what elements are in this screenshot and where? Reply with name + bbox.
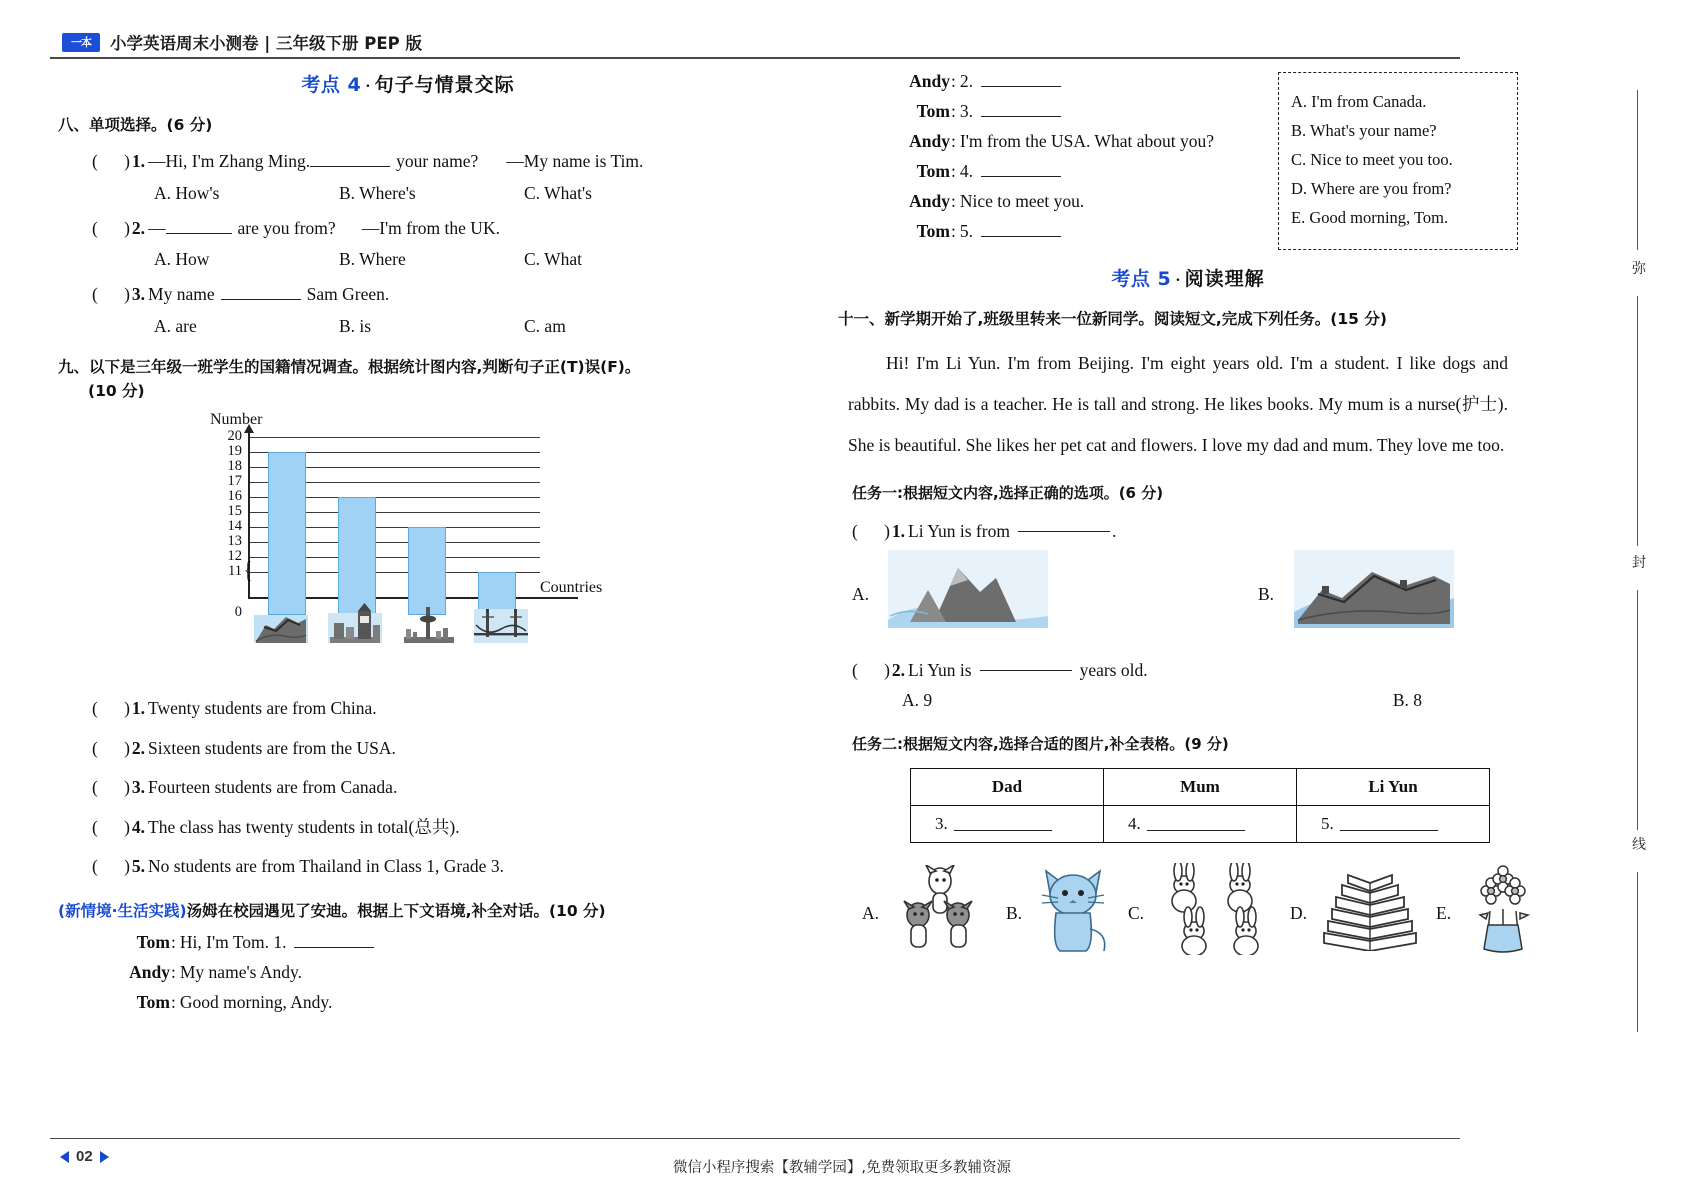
statement-number: 1. bbox=[131, 697, 146, 718]
answer-bracket[interactable]: ( ) bbox=[92, 151, 130, 172]
chart-bar bbox=[268, 452, 306, 615]
question-number: 2. bbox=[891, 660, 906, 681]
section9-prompt-line2: (10 分) bbox=[88, 381, 145, 400]
dialogue-choice-box bbox=[1278, 72, 1518, 250]
pic-option-c-label[interactable]: C. bbox=[1128, 903, 1145, 924]
dialogue-line bbox=[116, 992, 758, 1013]
kp4-dot: · bbox=[365, 78, 371, 95]
page-number: 02 bbox=[76, 1148, 93, 1165]
great-wall-icon bbox=[254, 603, 308, 645]
pic-option-b-label[interactable]: B. bbox=[1006, 903, 1023, 924]
answer-bracket[interactable]: ( ) bbox=[92, 816, 130, 837]
choice-option-a[interactable]: A. I'm from Canada. bbox=[1291, 92, 1427, 111]
header-divider bbox=[50, 57, 1460, 59]
dialogue-text: My name's Andy. bbox=[179, 962, 302, 983]
cat-icon[interactable] bbox=[1034, 867, 1112, 953]
big-ben-icon bbox=[328, 603, 382, 645]
answer-blank[interactable] bbox=[981, 86, 1061, 87]
kp4-name: 句子与情景交际 bbox=[374, 74, 515, 96]
choice-option-d[interactable]: D. Where are you from? bbox=[1291, 179, 1452, 198]
question-text-pre: — bbox=[148, 217, 166, 238]
seal-char-3: 线 bbox=[1632, 837, 1646, 853]
chart-y-tick-zero: 0 bbox=[234, 603, 242, 620]
answer-bracket[interactable]: ( ) bbox=[852, 660, 890, 681]
dialogue-speaker: Tom bbox=[916, 161, 950, 181]
nationality-bar-chart bbox=[208, 411, 608, 641]
answer-bracket[interactable]: ( ) bbox=[852, 521, 890, 542]
question-number: 1. bbox=[891, 521, 906, 542]
answer-blank[interactable] bbox=[981, 116, 1061, 117]
pic-option-a-label[interactable]: A. bbox=[862, 903, 880, 924]
option-a[interactable]: A. How's bbox=[154, 182, 220, 203]
pic-option-d-label[interactable]: D. bbox=[1290, 903, 1308, 924]
table-cell-dad[interactable] bbox=[911, 806, 1104, 843]
statement-text: The class has twenty students in total(总共). bbox=[148, 816, 460, 837]
chart-y-tick: 20 bbox=[227, 427, 242, 444]
option-b[interactable]: B. Where bbox=[339, 249, 406, 270]
chart-gridline bbox=[250, 437, 540, 438]
dialogue-colon: : bbox=[951, 221, 956, 241]
statement-text: Fourteen students are from Canada. bbox=[148, 777, 398, 798]
task1-q2-options bbox=[902, 690, 1422, 711]
answer-bracket[interactable]: ( ) bbox=[92, 856, 130, 877]
statement-number: 3. bbox=[131, 777, 146, 798]
section8-prompt: 八、单项选择。(6 分) bbox=[58, 116, 213, 134]
dialogue-colon: : bbox=[951, 161, 956, 181]
cell-number: 3. bbox=[935, 814, 948, 834]
chart-y-tick: 11 bbox=[228, 562, 242, 579]
seal-char-2: 封 bbox=[1632, 555, 1646, 571]
dialogue-text: 4. bbox=[959, 161, 973, 181]
question-number: 1. bbox=[131, 151, 146, 172]
publisher-logo: 一本 bbox=[62, 33, 100, 52]
left-column bbox=[58, 70, 758, 1013]
pic-option-e-label[interactable]: E. bbox=[1436, 903, 1452, 924]
answer-bracket[interactable]: ( ) bbox=[92, 777, 130, 798]
task1-question-1 bbox=[852, 521, 1538, 542]
option-c[interactable]: C. What bbox=[524, 249, 583, 270]
chart-y-tick: 14 bbox=[227, 517, 242, 534]
true-false-row bbox=[92, 737, 758, 761]
chart-y-tick: 13 bbox=[227, 532, 242, 549]
task2-heading: 任务二:根据短文内容,选择合适的图片,补全表格。(9 分) bbox=[852, 735, 1229, 754]
statement-text: Sixteen students are from the USA. bbox=[148, 737, 396, 758]
dialogue-colon: : bbox=[171, 962, 176, 983]
dialogue-colon: : bbox=[951, 131, 956, 151]
chart-y-tick: 19 bbox=[227, 442, 242, 459]
dialogue-speaker: Tom bbox=[136, 992, 170, 1013]
question-text-post: Sam Green. bbox=[306, 284, 390, 305]
great-wall-picture-icon[interactable] bbox=[1294, 550, 1454, 628]
question-answer-hint: —I'm from the UK. bbox=[361, 217, 500, 238]
flowers-icon[interactable] bbox=[1462, 865, 1544, 953]
table-header-liyun: Li Yun bbox=[1297, 769, 1490, 806]
mountain-picture-icon[interactable] bbox=[888, 550, 1048, 628]
dialogue-speaker: Andy bbox=[909, 131, 950, 151]
question-text-post: years old. bbox=[1079, 660, 1148, 681]
question-period: . bbox=[1111, 521, 1117, 542]
seal-rule-bottom bbox=[1637, 872, 1638, 1032]
golden-gate-bridge-icon bbox=[474, 603, 528, 645]
true-false-row bbox=[92, 776, 758, 800]
option-row bbox=[154, 316, 714, 337]
cell-number: 4. bbox=[1128, 814, 1141, 834]
dialogue-text: 2. bbox=[959, 71, 973, 91]
section9-prompt bbox=[58, 355, 758, 403]
dialogue-text: Nice to meet you. bbox=[959, 191, 1085, 211]
kp4-number: 考点 4 bbox=[301, 74, 362, 96]
table-header-mum: Mum bbox=[1104, 769, 1297, 806]
question-text-post: your name? bbox=[396, 151, 479, 172]
answer-blank[interactable] bbox=[981, 236, 1061, 237]
seal-char-1: 弥 bbox=[1632, 261, 1646, 277]
answer-bracket[interactable]: ( ) bbox=[92, 284, 130, 305]
statement-number: 4. bbox=[131, 816, 146, 837]
statement-number: 2. bbox=[131, 737, 146, 758]
option-a[interactable]: A. How bbox=[154, 249, 210, 270]
answer-blank[interactable] bbox=[166, 233, 232, 234]
dialogue-speaker: Andy bbox=[129, 962, 170, 983]
dialogue-text: I'm from the USA. What about you? bbox=[959, 131, 1214, 151]
dialogue-line bbox=[116, 962, 758, 983]
dialogue-text: Hi, I'm Tom. 1. bbox=[179, 932, 287, 953]
seal-rule-top bbox=[1637, 90, 1638, 250]
option-a[interactable]: A. 9 bbox=[902, 690, 933, 711]
question-row bbox=[92, 283, 758, 307]
option-c[interactable]: C. What's bbox=[524, 182, 592, 203]
statement-text: No students are from Thailand in Class 1, Grade 3. bbox=[148, 856, 504, 877]
footer-note: 微信小程序搜索【教辅学园】,免费领取更多教辅资源 bbox=[672, 1160, 1012, 1176]
section-banner-kp4 bbox=[58, 70, 758, 97]
section-banner-kp5 bbox=[838, 264, 1538, 291]
reading-passage bbox=[848, 343, 1508, 466]
dialogue-text: Good morning, Andy. bbox=[179, 992, 333, 1013]
chart-y-tick: 17 bbox=[227, 472, 242, 489]
choice-option-b[interactable]: B. What's your name? bbox=[1291, 121, 1437, 140]
statement-text: Twenty students are from China. bbox=[148, 697, 377, 718]
dialogue-colon: : bbox=[951, 71, 956, 91]
dialogue-left-part bbox=[58, 932, 758, 1013]
answer-blank[interactable] bbox=[294, 947, 374, 948]
axis-break-icon: { bbox=[244, 556, 253, 584]
answer-blank[interactable] bbox=[1018, 531, 1110, 532]
passage-text: Hi! I'm Li Yun. I'm from Beijing. I'm eight years old. I'm a student. I like dogs and rabbits. My dad is a teacher. He is tall and strong. He likes books. My mum is a nurse(护士). She is beautiful. She likes her pet cat and flowers. I love my dad and mum. They love me too. bbox=[848, 353, 1508, 456]
pic-option-a-label[interactable]: A. bbox=[852, 584, 870, 605]
answer-blank[interactable] bbox=[310, 166, 390, 167]
task1-q1-picture-options bbox=[838, 550, 1538, 634]
dialogue-colon: : bbox=[171, 992, 176, 1013]
section10-prompt bbox=[58, 899, 758, 923]
section11-prompt: 十一、新学期开始了,班级里转来一位新同学。阅读短文,完成下列任务。(15 分) bbox=[838, 310, 1387, 328]
pic-option-b-label[interactable]: B. bbox=[1258, 584, 1275, 605]
seal-rule-mid2 bbox=[1637, 590, 1638, 830]
page-header bbox=[62, 30, 422, 54]
choice-option-c[interactable]: C. Nice to meet you too. bbox=[1291, 150, 1453, 169]
answer-blank[interactable] bbox=[981, 176, 1061, 177]
task1-heading: 任务一:根据短文内容,选择正确的选项。(6 分) bbox=[852, 484, 1164, 503]
dialogue-line bbox=[116, 932, 758, 953]
dialogue-colon: : bbox=[951, 101, 956, 121]
option-b[interactable]: B. is bbox=[339, 315, 372, 336]
dialogue-speaker: Tom bbox=[916, 221, 950, 241]
kp5-name: 阅读理解 bbox=[1184, 268, 1265, 290]
chart-y-tick: 15 bbox=[227, 502, 242, 519]
answer-blank[interactable] bbox=[1340, 830, 1438, 831]
choice-option-e[interactable]: E. Good morning, Tom. bbox=[1291, 208, 1449, 227]
dialogue-text: 3. bbox=[959, 101, 973, 121]
table-header-row bbox=[911, 769, 1490, 806]
question-text: Li Yun is from bbox=[908, 521, 1010, 542]
dialogue-text: 5. bbox=[959, 221, 973, 241]
footer-divider bbox=[50, 1138, 1460, 1139]
question-number: 2. bbox=[131, 217, 146, 238]
dialogue-colon: : bbox=[951, 191, 956, 211]
task2-picture-options bbox=[838, 861, 1538, 957]
section10-tag: (新情境·生活实践) bbox=[58, 902, 187, 921]
answer-bracket[interactable]: ( ) bbox=[92, 697, 130, 718]
section10-prompt-rest: 汤姆在校园遇见了安迪。根据上下文语境,补全对话。(10 分) bbox=[186, 902, 606, 921]
option-a[interactable]: A. are bbox=[154, 315, 197, 336]
kp5-number: 考点 5 bbox=[1111, 268, 1172, 290]
table-cell-liyun[interactable] bbox=[1297, 806, 1490, 843]
chart-y-axis-label: Number bbox=[210, 410, 263, 428]
statement-number: 5. bbox=[131, 856, 146, 877]
dialogue-colon: : bbox=[171, 932, 176, 953]
answer-bracket[interactable]: ( ) bbox=[92, 217, 130, 238]
answer-blank[interactable] bbox=[954, 830, 1052, 831]
page-title: 小学英语周末小测卷 | 三年级下册 PEP 版 bbox=[110, 34, 422, 53]
chart-y-tick: 16 bbox=[227, 487, 242, 504]
option-c[interactable]: C. am bbox=[524, 315, 566, 336]
dialogue-speaker: Andy bbox=[909, 71, 950, 91]
task1-question-2 bbox=[852, 660, 1538, 681]
dogs-icon[interactable] bbox=[890, 865, 990, 953]
question-text-post: are you from? bbox=[237, 217, 336, 238]
chart-x-axis-label: Countries bbox=[540, 578, 603, 596]
cn-tower-icon bbox=[402, 605, 456, 647]
true-false-row bbox=[92, 697, 758, 721]
seal-rule-mid1 bbox=[1637, 296, 1638, 546]
option-b[interactable]: B. Where's bbox=[339, 182, 416, 203]
chart-y-tick: 18 bbox=[227, 457, 242, 474]
answer-blank[interactable] bbox=[1147, 830, 1245, 831]
chart-bar bbox=[338, 497, 376, 615]
true-false-list bbox=[58, 697, 758, 879]
table-header-dad: Dad bbox=[911, 769, 1104, 806]
kp5-dot: · bbox=[1175, 272, 1181, 289]
question-answer-hint: —My name is Tim. bbox=[506, 151, 644, 172]
chart-y-tick: 12 bbox=[227, 547, 242, 564]
rabbits-icon[interactable] bbox=[1156, 863, 1276, 955]
table-row bbox=[911, 806, 1490, 843]
question-text-pre: Li Yun is bbox=[908, 660, 972, 681]
family-table bbox=[910, 768, 1490, 843]
answer-blank[interactable] bbox=[980, 670, 1072, 671]
table-cell-mum[interactable] bbox=[1104, 806, 1297, 843]
dialogue-speaker: Tom bbox=[916, 101, 950, 121]
question-text-pre: —Hi, I'm Zhang Ming. bbox=[148, 151, 311, 172]
question-text-pre: My name bbox=[148, 284, 215, 305]
dialogue-speaker: Andy bbox=[909, 191, 950, 211]
answer-blank[interactable] bbox=[221, 299, 301, 300]
cell-number: 5. bbox=[1321, 814, 1334, 834]
section9-prompt-line1: 九、以下是三年级一班学生的国籍情况调查。根据统计图内容,判断句子正(T)误(F)。 bbox=[58, 357, 641, 376]
option-b[interactable]: B. 8 bbox=[1392, 690, 1422, 711]
question-number: 3. bbox=[131, 284, 146, 305]
question-row bbox=[92, 217, 758, 241]
chart-category-icons bbox=[250, 601, 550, 647]
option-row bbox=[154, 249, 714, 270]
dialogue-speaker: Tom bbox=[136, 932, 170, 953]
true-false-row bbox=[92, 816, 758, 840]
option-row bbox=[154, 183, 714, 204]
answer-bracket[interactable]: ( ) bbox=[92, 737, 130, 758]
true-false-row bbox=[92, 855, 758, 879]
books-icon[interactable] bbox=[1318, 871, 1422, 951]
question-row bbox=[92, 150, 758, 174]
